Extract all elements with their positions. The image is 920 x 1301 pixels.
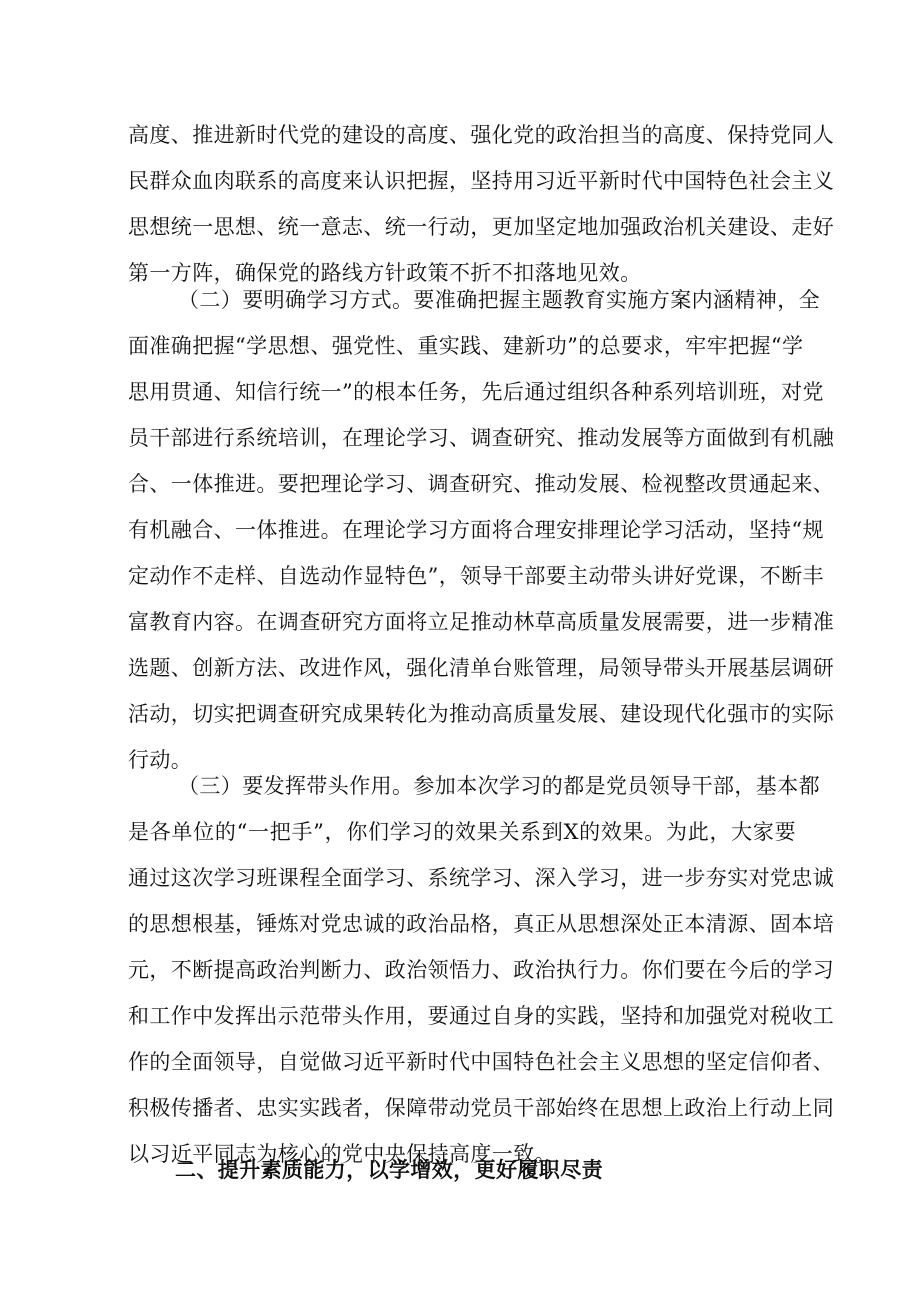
- text-line: 作的全面领导，自觉做习近平新时代中国特色社会主义思想的坚定信仰者、: [128, 1050, 835, 1074]
- text-line: 行动。: [128, 748, 193, 772]
- text-line: 定动作不走样、自选动作显特色”，领导干部要主动带头讲好党课，不断丰: [128, 564, 824, 588]
- text-line: 有机融合、一体推进。在理论学习方面将合理安排理论学习活动，坚持“规: [128, 518, 824, 542]
- paragraph-leading-role: [128, 763, 835, 1177]
- text-line: 面准确把握“学思想、强党性、重实践、建新功”的总要求，牢牢把握“学: [128, 334, 804, 358]
- paragraph-continuation: [128, 112, 835, 296]
- text-line: 和工作中发挥出示范带头作用，要通过自身的实践，坚持和加强党对税收工: [128, 1004, 835, 1028]
- text-line: 合、一体推进。要把理论学习、调查研究、推动发展、检视整改贯通起来、: [128, 472, 835, 496]
- text-line: 思用贯通、知信行统一”的根本任务，先后通过组织各种系列培训班，对党: [128, 380, 824, 404]
- text-line: （三）要发挥带头作用。参加本次学习的都是党员领导干部，基本都: [178, 774, 820, 798]
- text-line: 民群众血肉联系的高度来认识把握，坚持用习近平新时代中国特色社会主义: [128, 169, 835, 193]
- text-line: 通过这次学习班课程全面学习、系统学习、深入学习，进一步夯实对党忠诚: [128, 866, 835, 890]
- text-line: 是各单位的“一把手”，你们学习的效果关系到X的效果。为此，大家要: [128, 820, 796, 844]
- text-line: 选题、创新方法、改进作风，强化清单台账管理，局领导带头开展基层调研: [128, 656, 835, 680]
- text-line: 积极传播者、忠实实践者，保障带动党员干部始终在思想上政治上行动上同: [128, 1096, 835, 1120]
- text-line: 活动，切实把调查研究成果转化为推动高质量发展、建设现代化强市的实际: [128, 702, 835, 726]
- text-line: 的思想根基，锤炼对党忠诚的政治品格，真正从思想深处正本清源、固本培: [128, 912, 835, 936]
- text-line: 元，不断提高政治判断力、政治领悟力、政治执行力。你们要在今后的学习: [128, 958, 835, 982]
- text-line: 高度、推进新时代党的建设的高度、强化党的政治担当的高度、保持党同人: [128, 123, 835, 147]
- text-line: 员干部进行系统培训，在理论学习、调查研究、推动发展等方面做到有机融: [128, 426, 835, 450]
- text-line: 以习近平同志为核心的党中央保持高度一致。: [128, 1142, 556, 1166]
- text-line: （二）要明确学习方式。要准确把握主题教育实施方案内涵精神，全: [178, 288, 820, 312]
- text-line: 思想统一思想、统一意志、统一行动，更加坚定地加强政治机关建设、走好: [128, 215, 835, 239]
- text-line: 第一方阵，确保党的路线方针政策不折不扣落地见效。: [128, 261, 642, 285]
- paragraph-learning-method: [128, 277, 835, 783]
- section-heading: 二、提升素质能力，以学增效，更好履职尽责: [175, 1158, 603, 1182]
- text-line: 富教育内容。在调查研究方面将立足推动林草高质量发展需要，进一步精准: [128, 610, 835, 634]
